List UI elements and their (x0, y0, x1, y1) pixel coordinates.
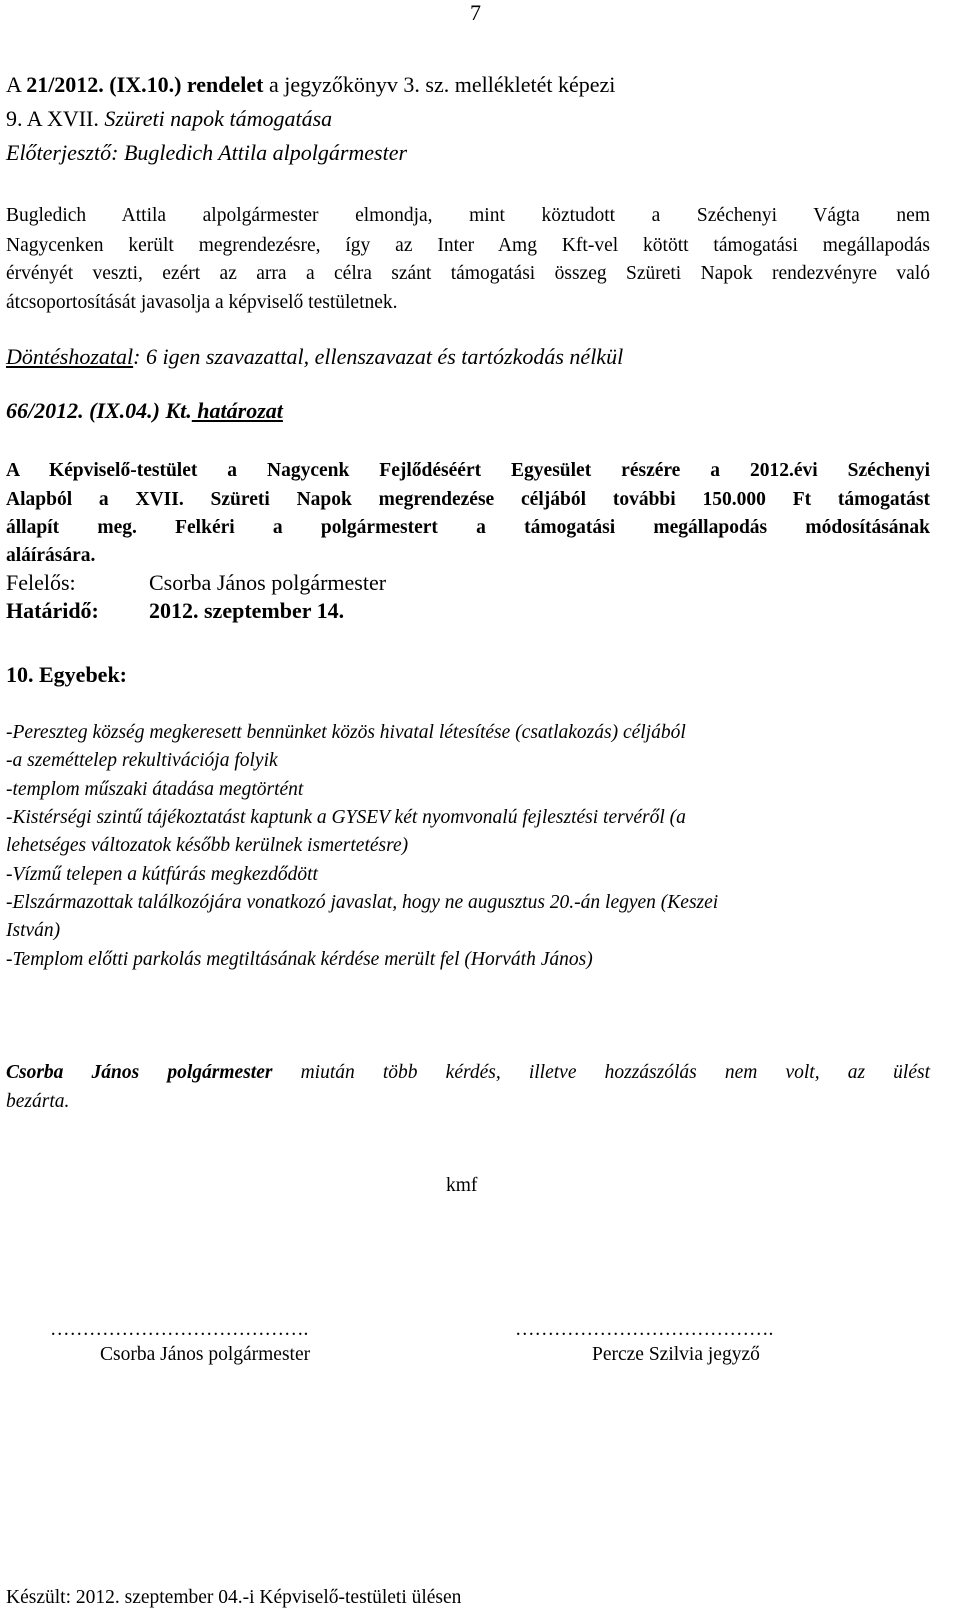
resolution-id: 66/2012. (IX.04.) Kt. (6, 398, 192, 423)
other-item-6-cont: István) (6, 920, 61, 941)
resolution-line-1: A Képviselő-testület a Nagycenk Fejlődéséért Egyesület részére a 2012.évi Széchenyi (6, 460, 930, 481)
presenter-line (6, 140, 407, 166)
deadline-label: Határidő: (6, 598, 99, 623)
decree-reference: 21/2012. (IX.10.) rendelet (26, 72, 264, 97)
responsible-value: Csorba János polgármester (149, 570, 387, 595)
signature-name-mayor: Csorba János polgármester (100, 1344, 311, 1365)
responsible-line (6, 570, 386, 596)
attachment-note (6, 72, 615, 98)
other-item-5: -Vízmű telepen a kútfúrás megkezdődött (6, 864, 318, 885)
signature-line-notary: …………………………………. (515, 1319, 774, 1340)
section-heading (6, 106, 332, 132)
other-item-3: -templom műszaki átadása megtörtént (6, 779, 304, 800)
section-title: Szüreti napok támogatása (104, 106, 333, 131)
page-number: 7 (470, 0, 481, 25)
other-item-4-cont: lehetséges változatok később kerülnek ismertetésre) (6, 835, 409, 856)
other-item-7: -Templom előtti parkolás megtiltásának kérdése merült fel (Horváth János) (6, 949, 593, 970)
presenter-name: Bugledich Attila alpolgármester (123, 140, 408, 165)
resolution-number (6, 398, 283, 424)
resolution-line-2: Alapból a XVII. Szüreti Napok megrendezése céljából további 150.000 Ft támogatást (6, 489, 930, 510)
responsible-label: Felelős: (6, 570, 76, 595)
resolution-line-3: állapít meg. Felkéri a polgármestert a támogatási megállapodás módosításának (6, 517, 930, 538)
kmf-label: kmf (446, 1175, 478, 1196)
resolution-word: határozat (191, 398, 283, 423)
other-item-2: -a szeméttelep rekultivációja folyik (6, 750, 278, 771)
other-item-4: -Kistérségi szintű tájékoztatást kaptunk a GYSEV két nyomvonalú fejlesztési tervéről (a (6, 807, 686, 828)
resolution-line-4: aláírására. (6, 545, 96, 566)
closing-name: Csorba János polgármester (6, 1062, 273, 1083)
section-number: 9. A XVII. (6, 106, 105, 131)
decision-line (6, 344, 623, 370)
closing-line-2: bezárta. (6, 1091, 70, 1112)
other-item-1: -Pereszteg község megkeresett bennünket közös hivatal létesítése (csatlakozás) céljából (6, 722, 686, 743)
decision-label: Döntéshozatal (6, 344, 134, 369)
signature-line-mayor: …………………………………. (50, 1319, 309, 1340)
deadline-line (6, 598, 344, 624)
footer-note: Készült: 2012. szeptember 04.-i Képviselő-testületi ülésen (6, 1587, 462, 1608)
body-line-2: Nagycenken került megrendezésre, így az Inter Amg Kft-vel kötött támogatási megállapodás (6, 235, 930, 256)
deadline-value: 2012. szeptember 14. (149, 598, 345, 623)
decision-text: : 6 igen szavazattal, ellenszavazat és tartózkodás nélkül (133, 344, 624, 369)
body-line-3: érvényét veszti, ezért az arra a célra szánt támogatási összeg Szüreti Napok rendezvényre való (6, 263, 930, 284)
closing-line-1 (6, 1061, 930, 1085)
attachment-suffix: a jegyzőkönyv 3. sz. mellékletét képezi (263, 72, 616, 97)
body-line-1: Bugledich Attila alpolgármester elmondja, mint köztudott a Széchenyi Vágta nem (6, 205, 930, 226)
other-heading: 10. Egyebek: (6, 662, 127, 687)
attachment-prefix: A (6, 72, 27, 97)
body-line-4: átcsoportosítását javasolja a képviselő testületnek. (6, 292, 398, 313)
signature-name-notary: Percze Szilvia jegyző (592, 1344, 760, 1365)
closing-text: miután több kérdés, illetve hozzászólás nem volt, az ülést (272, 1062, 930, 1083)
presenter-label: Előterjesztő: (6, 140, 124, 165)
other-item-6: -Elszármazottak találkozójára vonatkozó javaslat, hogy ne augusztus 20.-án legyen (Keszei (6, 892, 719, 913)
